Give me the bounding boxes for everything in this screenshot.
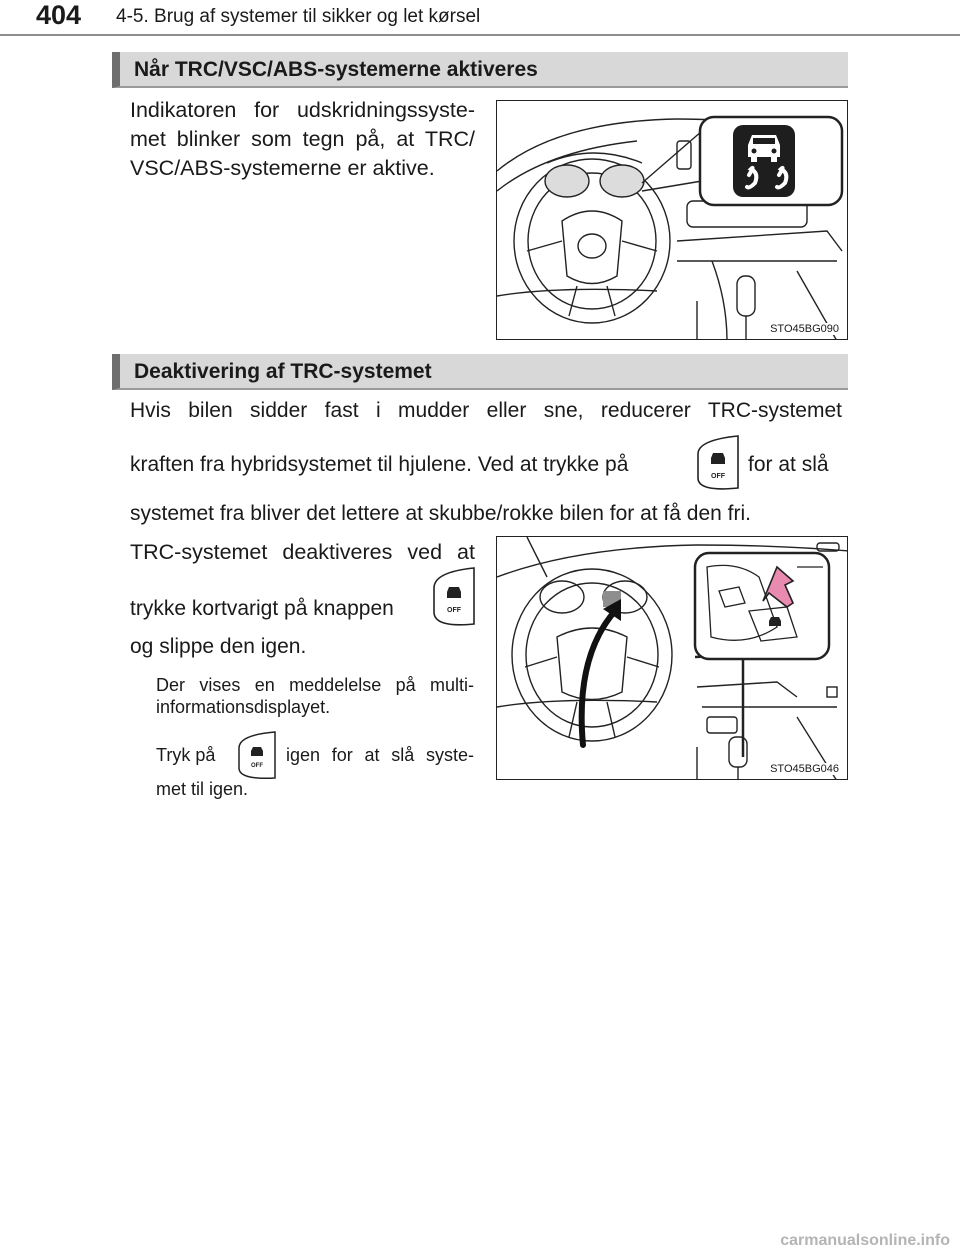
note2-b: igen for at slå syste- bbox=[286, 745, 474, 765]
para1-line3: systemet fra bliver det lettere at skubbe/rokke bilen for at få den fri. bbox=[130, 502, 751, 525]
section1-paragraph bbox=[130, 96, 475, 183]
figure-code: STO45BG046 bbox=[770, 763, 839, 775]
trc-off-button-icon bbox=[694, 434, 742, 499]
note1-line2: informationsdisplayet. bbox=[156, 697, 331, 717]
page-number: 404 bbox=[36, 0, 82, 30]
note1-line1: Der vises en meddelelse på multi- bbox=[156, 675, 474, 695]
section-heading-trc-active bbox=[112, 52, 848, 88]
trc-off-button-icon bbox=[430, 566, 478, 635]
text-line: Indikatoren for udskridningssyste- bbox=[130, 98, 475, 122]
button-label: OFF bbox=[251, 763, 263, 769]
para1-line1: Hvis bilen sidder fast i mudder eller sne, reducerer TRC-systemet bbox=[130, 399, 842, 422]
section-heading-trc-off bbox=[112, 354, 848, 390]
figure-trc-button-location bbox=[496, 536, 848, 780]
dashboard-illustration bbox=[497, 101, 848, 340]
note2-line2: met til igen. bbox=[156, 779, 249, 799]
figure-code: STO45BG090 bbox=[770, 323, 839, 335]
header-rule bbox=[0, 34, 960, 36]
text-line: met blinker som tegn på, at TRC/ bbox=[130, 127, 475, 151]
para1-line2a: kraften fra hybridsystemet til hjulene. Ved at trykke på bbox=[130, 453, 629, 476]
section-title: Når TRC/VSC/ABS-systemerne aktiveres bbox=[134, 58, 538, 81]
para2-line1: TRC-systemet deaktiveres ved at bbox=[130, 540, 475, 564]
button-label: OFF bbox=[711, 473, 725, 480]
para2-line3: og slippe den igen. bbox=[130, 635, 307, 658]
para2-line2: trykke kortvarigt på knappen bbox=[130, 597, 394, 620]
running-header: 4-5. Brug af systemer til sikker og let kørsel bbox=[116, 6, 481, 27]
figure-dashboard-indicator bbox=[496, 100, 848, 340]
button-label: OFF bbox=[447, 607, 461, 614]
steering-wheel-illustration bbox=[497, 537, 848, 780]
watermark: carmanualsonline.info bbox=[780, 1232, 950, 1249]
text-line: VSC/ABS-systemerne er aktive. bbox=[130, 156, 435, 180]
note2-a: Tryk på bbox=[156, 745, 216, 765]
para1-line2b: for at slå bbox=[748, 453, 829, 476]
section-title: Deaktivering af TRC-systemet bbox=[134, 360, 432, 383]
